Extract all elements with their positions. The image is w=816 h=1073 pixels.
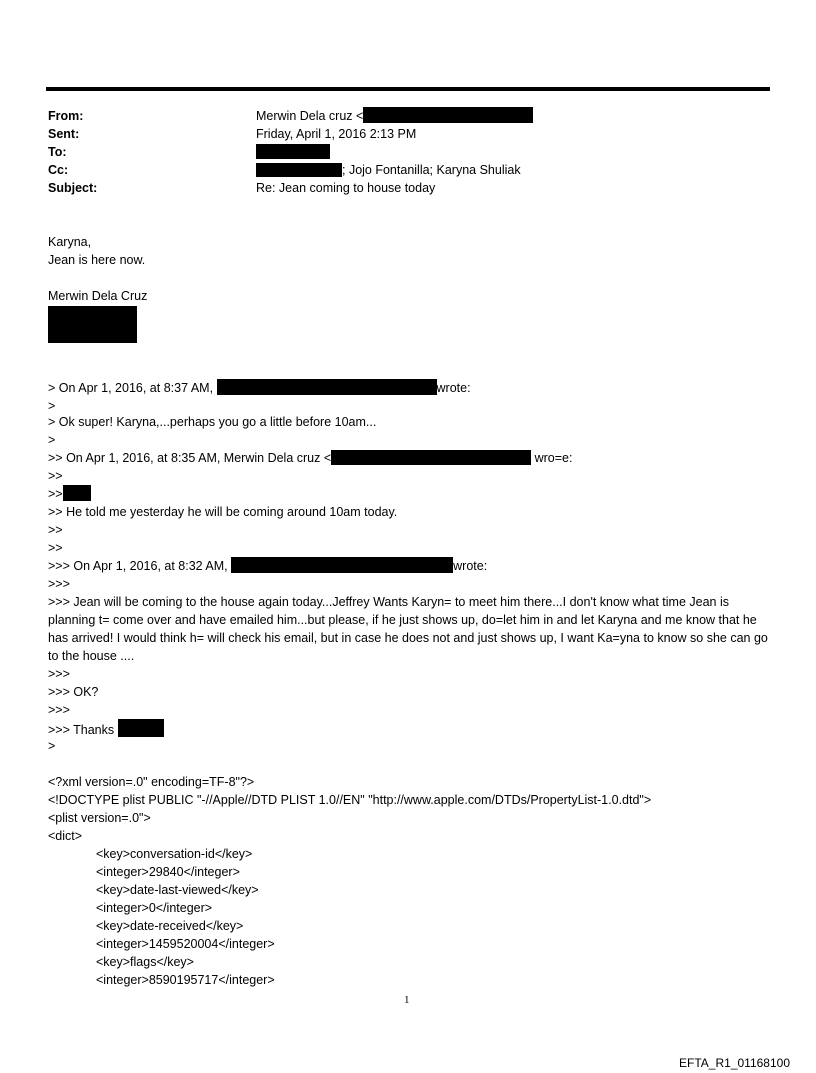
message-line: Jean is here now. — [48, 253, 146, 267]
quote-line: >> — [48, 523, 63, 537]
redaction-box — [48, 306, 137, 343]
quote-line: >> — [48, 469, 63, 483]
page-number: 1 — [404, 994, 410, 1006]
cc-value: ; Jojo Fontanilla; Karyna Shuliak — [256, 161, 521, 179]
quote-paragraph: >>> Jean will be coming to the house again today...Jeffrey Wants Karyn= to meet him there...I don't know what time Jean is planning t= come over and have emailed him...but please, if he just shows up, do=let him in and let Karyna and me know that he has arrived! I would think h= will check his email, but in case he does not and just shows up, I want Ka=yna to know so she can go to the house .... — [48, 595, 768, 663]
quote-line: >> He told me yesterday he will be coming around 10am today. — [48, 505, 398, 519]
redaction-box — [256, 144, 330, 159]
xml-line: <dict> — [48, 829, 83, 843]
xml-line: <plist version=.0"> — [48, 811, 151, 825]
quote-line: >>> — [48, 703, 70, 717]
xml-line: <!DOCTYPE plist PUBLIC "-//Apple//DTD PLIST 1.0//EN" "http://www.apple.com/DTDs/PropertyList-1.0.dtd"> — [48, 793, 652, 807]
greeting: Karyna, — [48, 235, 92, 249]
document-id: EFTA_R1_01168100 — [679, 1056, 790, 1070]
xml-line: <integer>29840</integer> — [96, 865, 240, 879]
xml-line: <key>date-received</key> — [96, 919, 244, 933]
from-label: From: — [48, 109, 84, 123]
redaction-box — [118, 719, 164, 737]
redaction-box — [331, 450, 531, 465]
to-label: To: — [48, 145, 67, 159]
xml-line: <integer>0</integer> — [96, 901, 213, 915]
redaction-box — [63, 485, 91, 501]
to-value — [256, 143, 330, 161]
sent-value: Friday, April 1, 2016 2:13 PM — [256, 127, 417, 141]
quote-line: >>> On Apr 1, 2016, at 8:32 AM, wrote: — [48, 559, 488, 573]
xml-line: <key>date-last-viewed</key> — [96, 883, 259, 897]
quote-line: > — [48, 433, 56, 447]
quote-line: > Ok super! Karyna,...perhaps you go a little before 10am... — [48, 415, 377, 429]
cc-label: Cc: — [48, 163, 69, 177]
subject-value: Re: Jean coming to house today — [256, 181, 436, 195]
quote-line: > — [48, 739, 56, 753]
sent-label: Sent: — [48, 127, 80, 141]
subject-label: Subject: — [48, 181, 98, 195]
from-value: Merwin Dela cruz < — [256, 107, 533, 125]
signature-name: Merwin Dela Cruz — [48, 289, 148, 303]
quote-line: >>> — [48, 577, 70, 591]
xml-line: <key>conversation-id</key> — [96, 847, 253, 861]
xml-line: <?xml version=.0" encoding=TF-8"?> — [48, 775, 255, 789]
quote-line: >>> — [48, 667, 70, 681]
quote-line: > On Apr 1, 2016, at 8:37 AM, wrote: — [48, 381, 471, 395]
redaction-box — [363, 107, 533, 123]
quote-line: > — [48, 399, 56, 413]
quote-line: >>> OK? — [48, 685, 99, 699]
redaction-box — [217, 379, 437, 395]
xml-line: <integer>1459520004</integer> — [96, 937, 275, 951]
redaction-box — [256, 163, 342, 177]
top-rule — [46, 87, 770, 91]
quote-line: >> — [48, 485, 91, 503]
quote-line: >>> Thanks — [48, 719, 164, 739]
quote-line: >> — [48, 541, 63, 555]
redaction-box — [231, 557, 453, 573]
xml-line: <key>flags</key> — [96, 955, 194, 969]
quote-line: >> On Apr 1, 2016, at 8:35 AM, Merwin Dela cruz < wro=e: — [48, 451, 573, 465]
xml-line: <integer>8590195717</integer> — [96, 973, 275, 987]
